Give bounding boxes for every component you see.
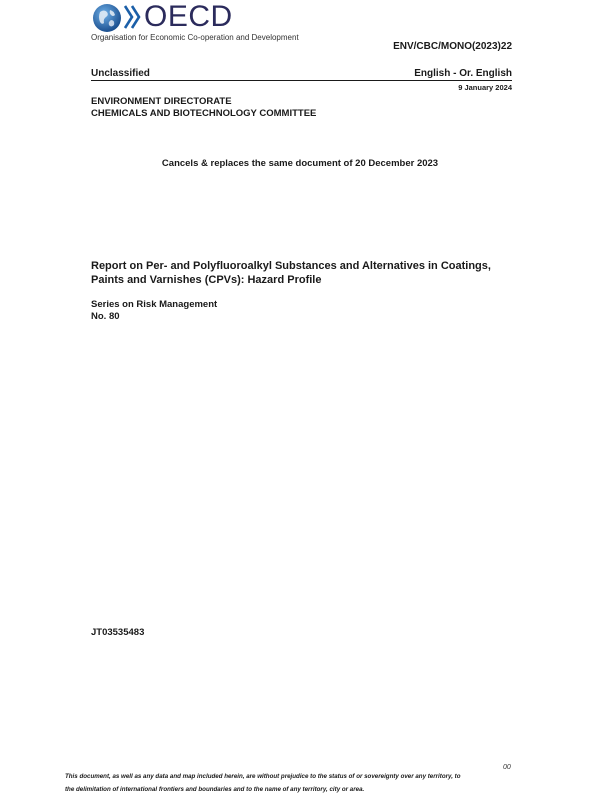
language-label: English - Or. English — [414, 68, 512, 79]
document-date: 9 January 2024 — [458, 83, 512, 92]
classification-label: Unclassified — [91, 68, 150, 79]
document-code: ENV/CBC/MONO(2023)22 — [393, 41, 512, 52]
oecd-logo — [90, 0, 299, 43]
disclaimer — [65, 770, 505, 796]
chevrons-icon — [123, 4, 143, 30]
series-block — [91, 299, 217, 323]
report-title: Report on Per- and Polyfluoroalkyl Substances and Alternatives in Coatings, Paints and Varnishes (CPVs): Hazard Profile — [91, 260, 491, 286]
series-name: Series on Risk Management — [91, 299, 218, 310]
classification-row — [91, 66, 512, 81]
logo-tagline: Organisation for Economic Co-operation and Development — [91, 33, 299, 42]
globe-icon — [92, 3, 122, 33]
series-number: No. 80 — [91, 311, 120, 322]
directorate-line-1: ENVIRONMENT DIRECTORATE — [91, 96, 232, 107]
disclaimer-line-1: This document, as well as any data and map included herein, are without prejudice to the status of or sovereignty over any territory, to — [65, 773, 461, 780]
cancels-note: Cancels & replaces the same document of 20 December 2023 — [161, 158, 439, 169]
disclaimer-line-2: the delimitation of international frontiers and boundaries and to the name of any territory, city or area. — [65, 786, 365, 793]
footer-mark: 00 — [503, 764, 511, 771]
jt-code: JT03535483 — [91, 627, 145, 638]
directorate-block — [91, 96, 316, 120]
directorate-line-2: CHEMICALS AND BIOTECHNOLOGY COMMITTEE — [91, 108, 317, 119]
logo-wordmark: OECD — [144, 0, 233, 33]
